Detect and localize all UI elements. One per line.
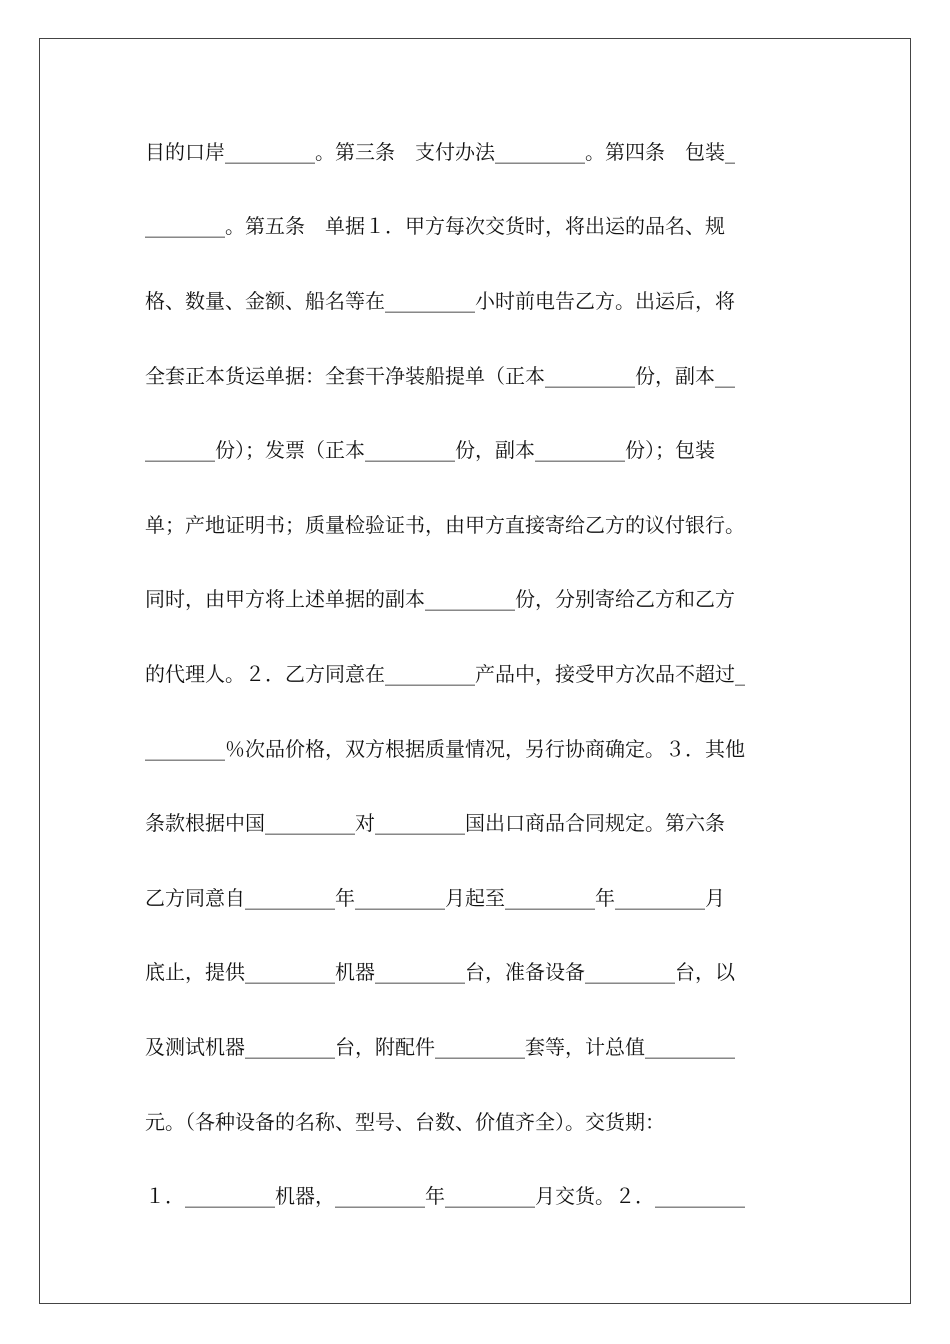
text-line-4: 全套正本货运单据：全套干净装船提单（正本_________份，副本__ bbox=[145, 364, 735, 388]
text-line-15: １．_________机器，_________年_________月交货。２．_________ bbox=[145, 1184, 745, 1208]
text-line-5: _______份）；发票（正本_________份，副本_________份）；包装 bbox=[145, 438, 715, 462]
text-line-6: 单；产地证明书；质量检验证书，由甲方直接寄给乙方的议付银行。 bbox=[145, 513, 745, 537]
text-line-1: 目的口岸_________。第三条 支付办法_________。第四条 包装_ bbox=[145, 140, 735, 164]
text-line-10: 条款根据中国_________对_________国出口商品合同规定。第六条 bbox=[145, 811, 725, 835]
text-line-9: ________％次品价格，双方根据质量情况，另行协商确定。３．其他 bbox=[145, 737, 745, 761]
text-line-13: 及测试机器_________台，附配件_________套等，计总值_________ bbox=[145, 1035, 735, 1059]
text-line-3: 格、数量、金额、船名等在_________小时前电告乙方。出运后，将 bbox=[145, 289, 735, 313]
text-line-14: 元。（各种设备的名称、型号、台数、价值齐全）。交货期： bbox=[145, 1110, 665, 1134]
text-line-2: ________。第五条 单据１．甲方每次交货时，将出运的品名、规 bbox=[145, 214, 725, 238]
text-line-7: 同时，由甲方将上述单据的副本_________份，分别寄给乙方和乙方 bbox=[145, 587, 735, 611]
text-line-8: 的代理人。２．乙方同意在_________产品中，接受甲方次品不超过_ bbox=[145, 662, 745, 686]
text-line-12: 底止，提供_________机器_________台，准备设备_________台，以 bbox=[145, 960, 735, 984]
text-line-11: 乙方同意自_________年_________月起至_________年_________月 bbox=[145, 886, 725, 910]
